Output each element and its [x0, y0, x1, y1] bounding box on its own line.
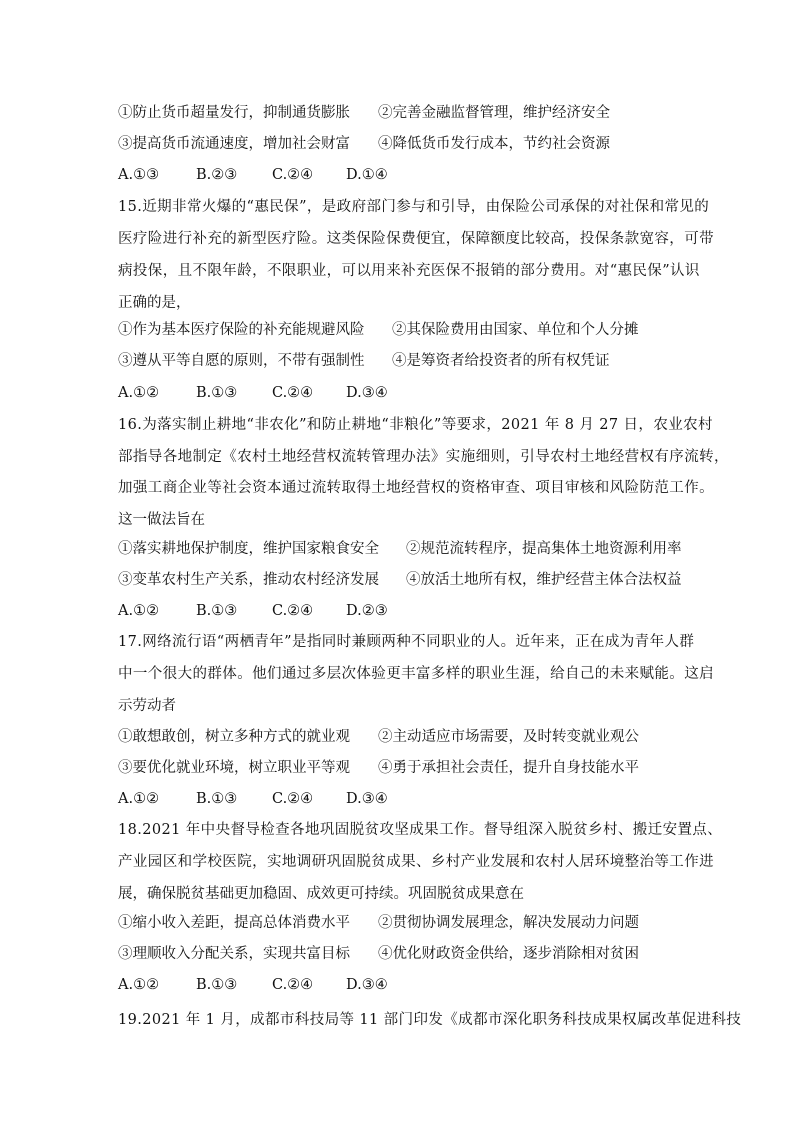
q17-stem-line-2: 中一个很大的群体。他们通过多层次体验更丰富多样的职业生涯，给自己的未来赋能。这启 [118, 666, 714, 682]
q17-option-4: ④勇于承担社会责任，提升自身技能水平 [378, 760, 639, 776]
q14-option-2: ②完善金融监督管理，维护经济安全 [378, 105, 610, 121]
q17-option-1: ①敢想敢创，树立多种方式的就业观 [118, 729, 350, 745]
q15-stem-line-2: 医疗险进行补充的新型医疗险。这类保险保费便宜，保障额度比较高，投保条款宽容，可带 [118, 231, 714, 247]
q17-answer-c: C.②④ [272, 791, 314, 807]
q16-stem-line-3: 加强工商企业等社会资本通过流转取得土地经营权的资格审查、项目审核和风险防范工作。 [118, 480, 714, 496]
q17-answer-a: A.①② [118, 791, 160, 807]
q18-stem-line-3: 展，确保脱贫基础更加稳固、成效更可持续。巩固脱贫成果意在 [118, 886, 524, 902]
q18-option-4: ④优化财政资金供给，逐步消除相对贫困 [378, 946, 639, 962]
q15-answer-d: D.③④ [346, 385, 388, 401]
q15-answer-c: C.②④ [272, 385, 314, 401]
q14-option-1: ①防止货币超量发行，抑制通货膨胀 [118, 105, 350, 121]
q15-stem-line-3: 病投保，且不限年龄，不限职业，可以用来补充医保不报销的部分费用。对“惠民保”认识 [118, 263, 700, 279]
q18-stem-line-2: 产业园区和学校医院，实地调研巩固脱贫成果、乡村产业发展和农村人居环境整治等工作进 [118, 854, 714, 870]
q17-stem-line-1: 17.网络流行语“两栖青年”是指同时兼顾两种不同职业的人。近年来，正在成为青年人群 [118, 634, 695, 650]
q18-stem-line-1: 18.2021 年中央督导检查各地巩固脱贫攻坚成果工作。督导组深入脱贫乡村、搬迁安置点、 [118, 822, 723, 838]
q18-option-3: ③理顺收入分配关系，实现共富目标 [118, 946, 350, 962]
q18-answer-a: A.①② [118, 977, 160, 993]
q15-answer-b: B.①③ [196, 385, 238, 401]
q16-answer-a: A.①② [118, 603, 160, 619]
q18-option-2: ②贯彻协调发展理念，解决发展动力问题 [378, 915, 639, 931]
q18-answer-c: C.②④ [272, 977, 314, 993]
q17-option-2: ②主动适应市场需要，及时转变就业观公 [378, 729, 639, 745]
q14-option-3: ③提高货币流通速度，增加社会财富 [118, 136, 350, 152]
q15-option-2: ②其保险费用由国家、单位和个人分摊 [392, 322, 639, 338]
q16-answer-d: D.②③ [346, 603, 388, 619]
q18-answer-d: D.③④ [346, 977, 388, 993]
q14-answer-d: D.①④ [346, 167, 388, 183]
q17-answer-b: B.①③ [196, 791, 238, 807]
q18-option-1: ①缩小收入差距，提高总体消费水平 [118, 915, 350, 931]
q16-answer-c: C.②④ [272, 603, 314, 619]
q16-option-4: ④放活土地所有权，维护经营主体合法权益 [406, 572, 682, 588]
q16-option-1: ①落实耕地保护制度，维护国家粮食安全 [118, 541, 379, 557]
q19-stem-line-1: 19.2021 年 1 月，成都市科技局等 11 部门印发《成都市深化职务科技成果权属改革促进科技 [118, 1012, 742, 1028]
q15-stem-line-1: 15.近期非常火爆的“惠民保”，是政府部门参与和引导，由保险公司承保的对社保和常见的 [118, 199, 710, 215]
q16-stem-line-1: 16.为落实制止耕地“非农化”和防止耕地“非粮化”等要求，2021 年 8 月 27 日，农业农村 [118, 417, 713, 433]
q16-stem-line-4: 这一做法旨在 [118, 512, 205, 528]
q15-option-1: ①作为基本医疗保险的补充能规避风险 [118, 322, 365, 338]
q14-option-4: ④降低货币发行成本，节约社会资源 [378, 136, 610, 152]
q15-answer-a: A.①② [118, 385, 160, 401]
q15-option-4: ④是筹资者给投资者的所有权凭证 [392, 353, 610, 369]
q17-option-3: ③要优化就业环境，树立职业平等观 [118, 760, 350, 776]
q16-answer-b: B.①③ [196, 603, 238, 619]
q15-option-3: ③遵从平等自愿的原则，不带有强制性 [118, 353, 365, 369]
q17-stem-line-3: 示劳动者 [118, 698, 176, 714]
q16-option-3: ③变革农村生产关系，推动农村经济发展 [118, 572, 379, 588]
q14-answer-b: B.②③ [196, 167, 238, 183]
q16-option-2: ②规范流转程序，提高集体土地资源利用率 [406, 541, 682, 557]
q18-answer-b: B.①③ [196, 977, 238, 993]
q14-answer-c: C.②④ [272, 167, 314, 183]
q17-answer-d: D.③④ [346, 791, 388, 807]
q16-stem-line-2: 部指导各地制定《农村土地经营权流转管理办法》实施细则，引导农村土地经营权有序流转， [118, 449, 729, 465]
q14-answer-a: A.①③ [118, 167, 160, 183]
q15-stem-line-4: 正确的是， [118, 295, 191, 311]
